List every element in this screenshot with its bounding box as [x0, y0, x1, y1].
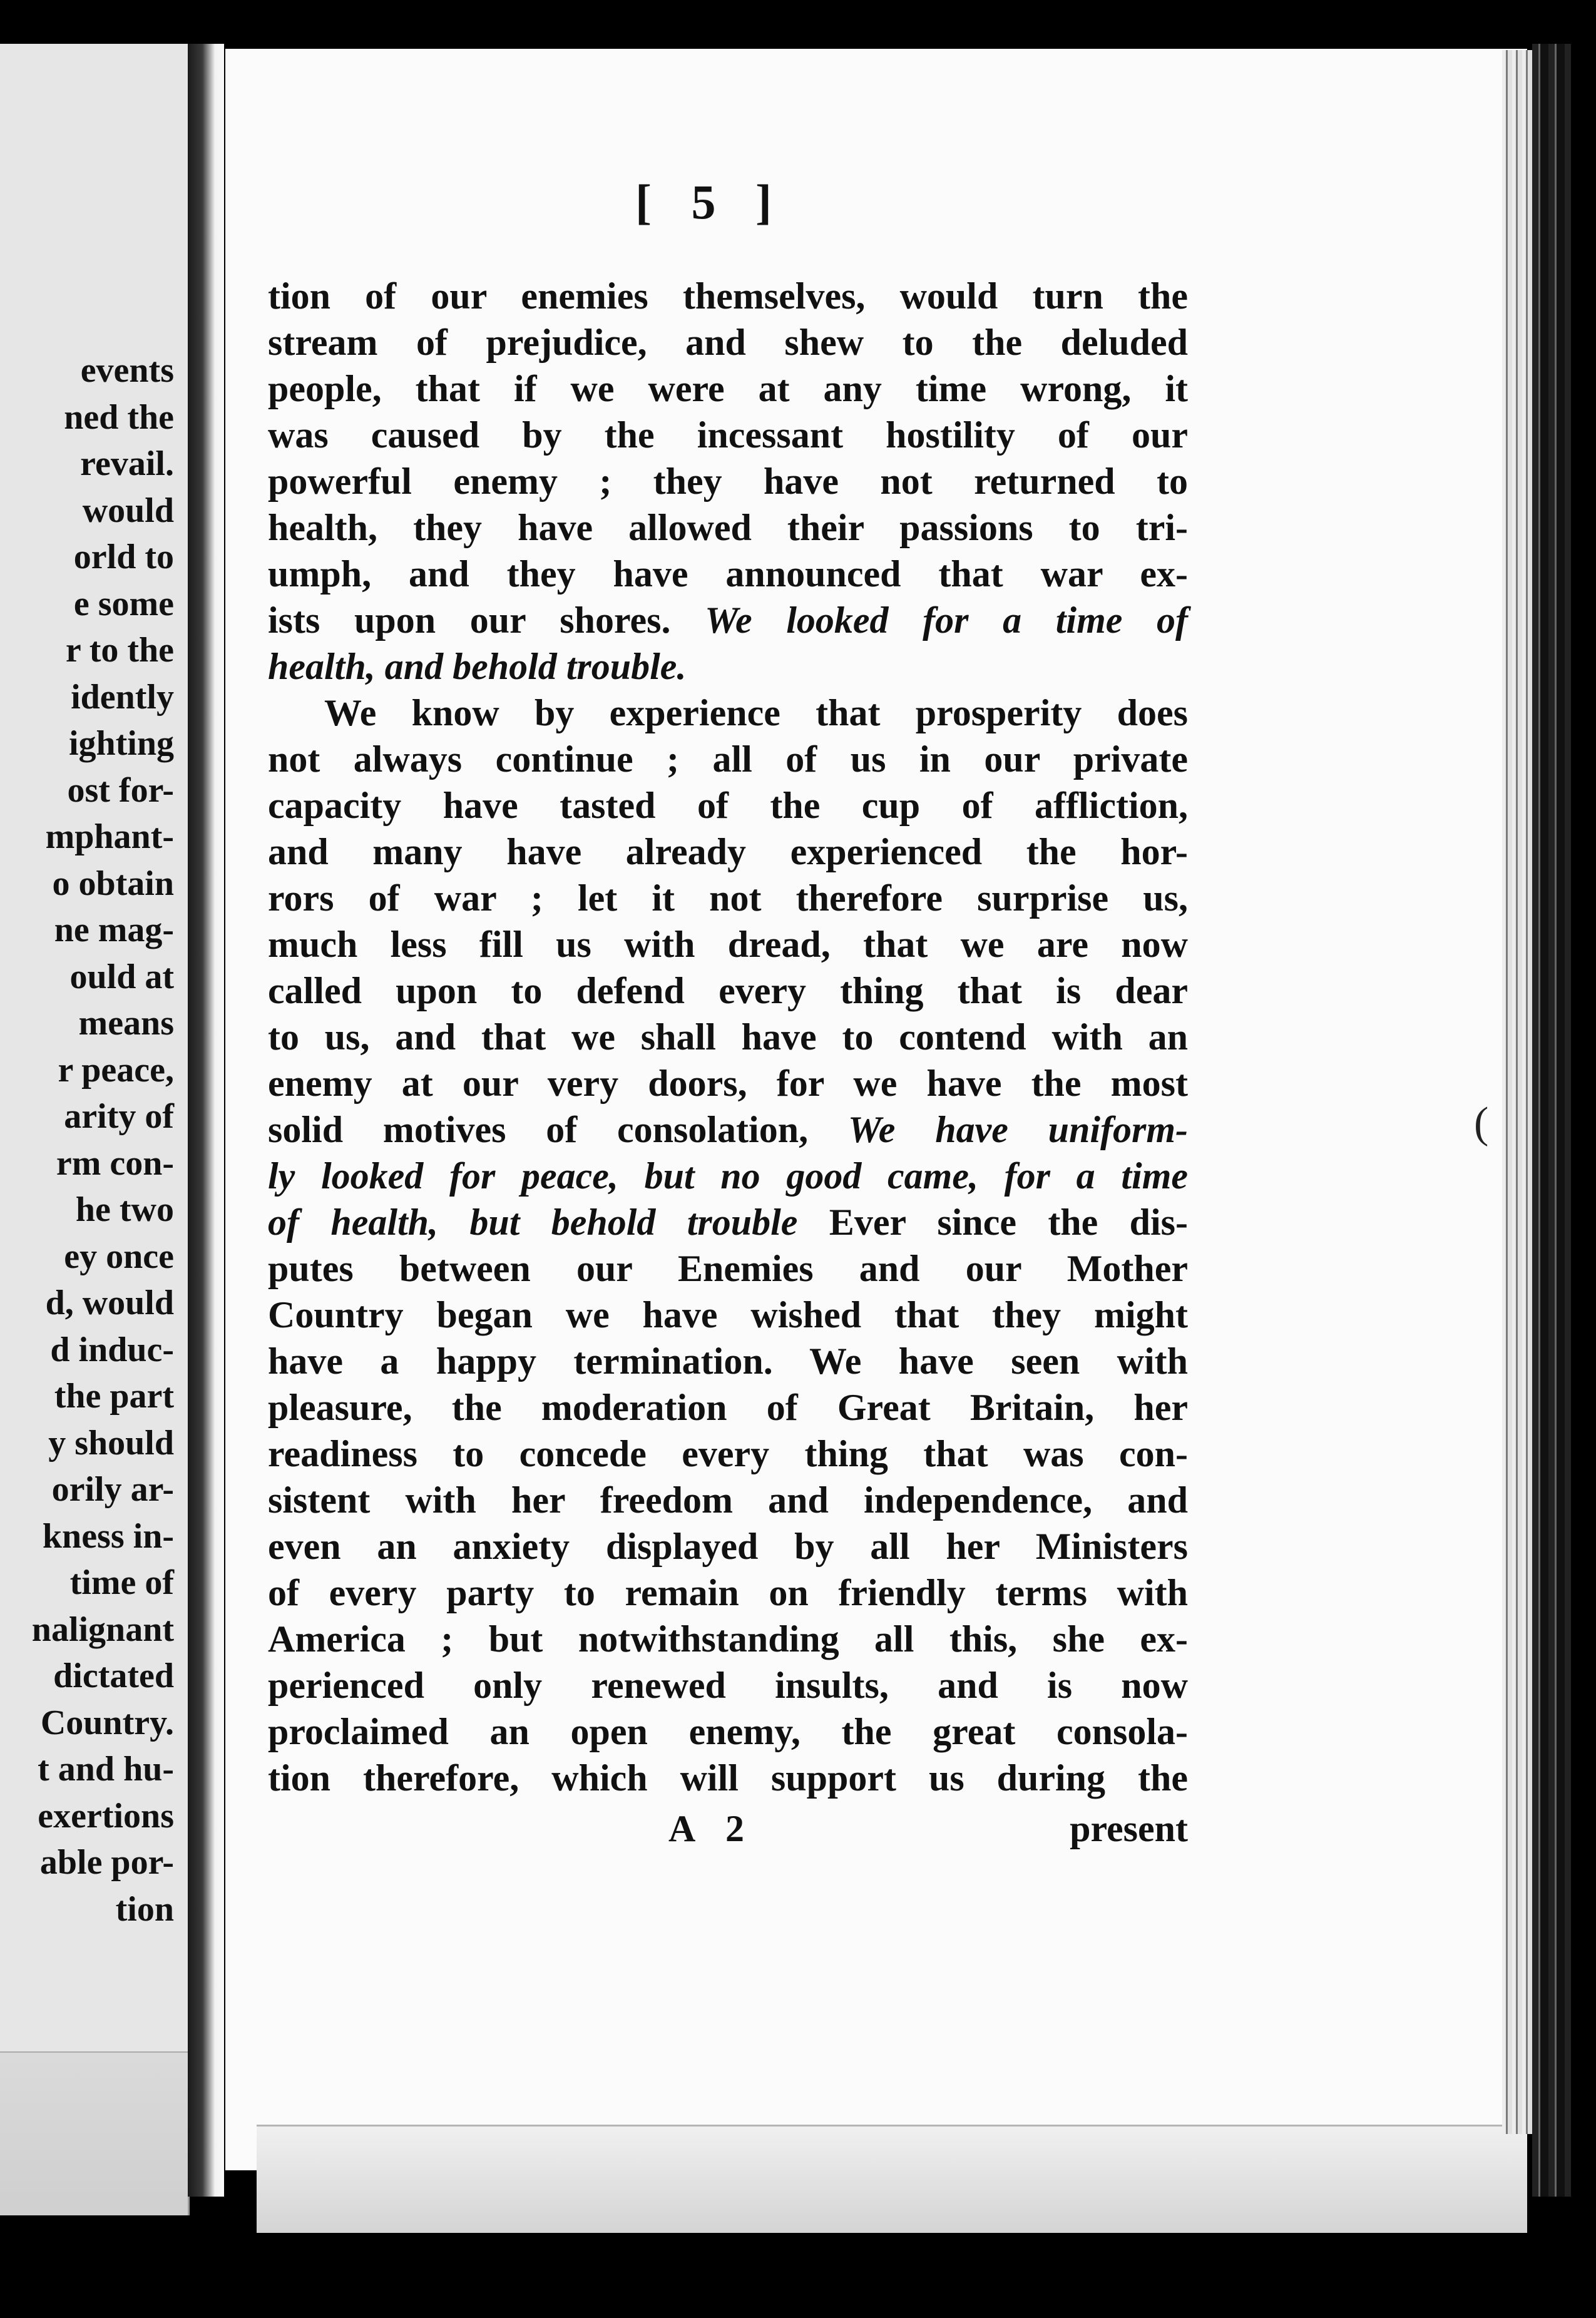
text-line: readiness to concede every thing that was con- [268, 1433, 1188, 1474]
text-line: health, they have allowed their passions to tri- [268, 507, 1188, 548]
left-line: d, would [45, 1284, 174, 1322]
left-line: nalignant [31, 1610, 174, 1649]
text-line [268, 1199, 1188, 1245]
italic-quote: We looked for a time of [705, 600, 1188, 641]
left-line: would [82, 491, 174, 530]
left-line: ost for- [67, 770, 174, 810]
left-line: tion [115, 1889, 174, 1929]
left-line: d induc- [50, 1330, 174, 1369]
text-run: ists upon our shores. [268, 600, 671, 641]
left-line: t and hu- [38, 1750, 174, 1789]
left-line: rm con- [56, 1143, 174, 1183]
left-line: orily ar- [51, 1470, 174, 1509]
text-line: sistent with her freedom and independence, and [268, 1479, 1188, 1521]
left-line: exertions [38, 1796, 174, 1836]
left-line: ne mag- [54, 911, 174, 949]
left-line: ould at [69, 957, 174, 996]
text-line: much less fill us with dread, that we are now [268, 924, 1188, 965]
text-line [268, 597, 1188, 643]
page-number: [ 5 ] [635, 175, 785, 229]
margin-mark: ( [1474, 1099, 1489, 1147]
left-line: orld to [73, 538, 174, 576]
text-run: solid motives of consolation, [268, 1109, 809, 1150]
left-line: kness in- [42, 1516, 174, 1556]
text-line: powerful enemy ; they have not returned to [268, 461, 1188, 502]
left-line: means [78, 1004, 174, 1043]
text-line [268, 1106, 1188, 1153]
left-line: able por- [39, 1843, 174, 1882]
left-line: arity of [64, 1097, 174, 1136]
text-line: have a happy termination. We have seen with [268, 1340, 1188, 1382]
page-footer [268, 1807, 1188, 1857]
italic-quote: of health, but behold trouble [268, 1202, 798, 1243]
text-line: was caused by the incessant hostility of our [268, 414, 1188, 456]
text-line [268, 643, 1188, 690]
text-line: of every party to remain on friendly terms with [268, 1572, 1188, 1613]
left-line: e some [73, 584, 174, 623]
paragraph-start-line: We know by experience that prosperity does [324, 692, 1188, 733]
left-line: o obtain [52, 864, 174, 903]
text-line: proclaimed an open enemy, the great consola- [268, 1711, 1188, 1752]
text-line: pleasure, the moderation of Great Britain, her [268, 1387, 1188, 1428]
text-line: putes between our Enemies and our Mother [268, 1248, 1188, 1289]
left-line: r peace, [58, 1050, 174, 1090]
left-line: idently [71, 677, 174, 717]
text-line: enemy at our very doors, for we have the most [268, 1063, 1188, 1104]
left-line: mphant- [45, 817, 174, 856]
left-line: he two [75, 1190, 174, 1229]
italic-quote: We have uniform- [847, 1109, 1189, 1150]
text-line: umph, and they have announced that war ex- [268, 553, 1188, 595]
text-line: called upon to defend every thing that is dear [268, 970, 1188, 1011]
left-line: the part [54, 1377, 174, 1416]
text-line: Country began we have wished that they might [268, 1294, 1188, 1335]
left-line: events [80, 351, 174, 390]
text-line: to us, and that we shall have to contend with an [268, 1016, 1188, 1058]
left-line: time of [69, 1563, 174, 1602]
text-line: people, that if we were at any time wrong, it [268, 368, 1188, 409]
previous-page-fragment [0, 44, 190, 2215]
page-bottom-edge [257, 2125, 1527, 2233]
text-line: and many have already experienced the hor- [268, 831, 1188, 872]
text-line: not always continue ; all of us in our private [268, 738, 1188, 780]
binding-edge [1532, 44, 1571, 2197]
text-line: rors of war ; let it not therefore surprise us, [268, 877, 1188, 919]
signature-mark: A 2 [668, 1808, 756, 1849]
text-line: tion of our enemies themselves, would turn the [268, 275, 1188, 317]
text-run: Ever since the dis- [829, 1202, 1189, 1243]
left-line: r to the [65, 631, 174, 670]
left-line: dictated [53, 1657, 174, 1695]
text-line: even an anxiety displayed by all her Ministers [268, 1526, 1188, 1567]
text-line: capacity have tasted of the cup of affliction, [268, 785, 1188, 826]
left-line: revail. [80, 444, 174, 483]
previous-page-text [0, 347, 174, 1933]
text-line: stream of prejudice, and shew to the deluded [268, 322, 1188, 363]
left-line: Country. [40, 1703, 174, 1742]
left-line: ey once [64, 1237, 174, 1276]
text-line: America ; but notwithstanding all this, she ex- [268, 1618, 1188, 1660]
book-gutter [188, 44, 224, 2197]
text-line [268, 1153, 1188, 1199]
text-line: tion therefore, which will support us during the [268, 1757, 1188, 1799]
page-edges-right [1502, 50, 1533, 2134]
left-line: y should [48, 1423, 174, 1463]
text-line: perienced only renewed insults, and is now [268, 1665, 1188, 1706]
left-line: ighting [68, 724, 174, 763]
left-line: ned the [64, 397, 174, 437]
italic-quote: health, and behold trouble. [268, 646, 687, 687]
body-text [268, 273, 1188, 1801]
italic-quote: ly looked for peace, but no good came, for a time [268, 1155, 1188, 1197]
catchword: present [1070, 1808, 1188, 1849]
